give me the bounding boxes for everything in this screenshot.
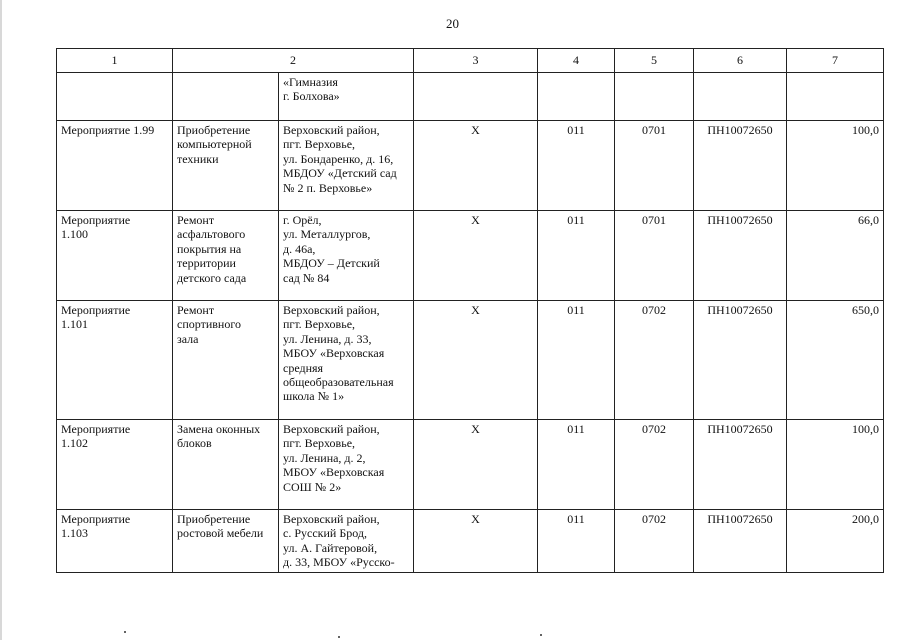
cell-amount: 100,0 <box>787 420 884 510</box>
cell-code1 <box>538 73 615 121</box>
cell-address: г. Орёл, ул. Металлургов, д. 46а, МБДОУ – Детский сад № 84 <box>279 211 414 301</box>
cell-description: Ремонт спортивного зала <box>173 301 279 420</box>
cell-mark <box>414 73 538 121</box>
cell-description <box>173 73 279 121</box>
cell-description: Ремонт асфальтового покрытия на территории детского сада <box>173 211 279 301</box>
table-row <box>57 121 884 211</box>
cell-address: Верховский район, с. Русский Брод, ул. А. Гайтеровой, д. 33, МБОУ «Русско- <box>279 510 414 573</box>
cell-code3: ПН10072650 <box>694 211 787 301</box>
header-cell-7: 7 <box>787 49 884 73</box>
cell-code2: 0702 <box>615 301 694 420</box>
cell-event: Мероприятие 1.99 <box>57 121 173 211</box>
cell-code1: 011 <box>538 301 615 420</box>
cell-amount <box>787 73 884 121</box>
cell-amount: 66,0 <box>787 211 884 301</box>
cell-mark: Х <box>414 420 538 510</box>
scan-speck <box>540 634 542 636</box>
cell-code3 <box>694 73 787 121</box>
cell-code3: ПН10072650 <box>694 121 787 211</box>
cell-description: Замена оконных блоков <box>173 420 279 510</box>
scan-speck <box>124 631 126 633</box>
header-cell-4: 4 <box>538 49 615 73</box>
cell-amount: 200,0 <box>787 510 884 573</box>
scan-speck <box>338 636 340 638</box>
cell-event: Мероприятие 1.103 <box>57 510 173 573</box>
cell-event: Мероприятие 1.101 <box>57 301 173 420</box>
cell-event: Мероприятие 1.100 <box>57 211 173 301</box>
cell-code2 <box>615 73 694 121</box>
header-cell-5: 5 <box>615 49 694 73</box>
header-cell-1: 1 <box>57 49 173 73</box>
cell-event <box>57 73 173 121</box>
page-left-edge <box>0 0 2 640</box>
cell-code2: 0701 <box>615 211 694 301</box>
cell-mark: Х <box>414 301 538 420</box>
cell-mark: Х <box>414 510 538 573</box>
budget-events-table <box>56 48 884 573</box>
table-row <box>57 420 884 510</box>
cell-amount: 650,0 <box>787 301 884 420</box>
cell-address: Верховский район, пгт. Верховье, ул. Бондаренко, д. 16, МБДОУ «Детский сад № 2 п. Верховье» <box>279 121 414 211</box>
cell-code3: ПН10072650 <box>694 510 787 573</box>
cell-address: «Гимназия г. Болхова» <box>279 73 414 121</box>
header-cell-6: 6 <box>694 49 787 73</box>
cell-mark: Х <box>414 121 538 211</box>
cell-code1: 011 <box>538 211 615 301</box>
page-number: 20 <box>446 16 459 31</box>
cell-code1: 011 <box>538 121 615 211</box>
cell-code2: 0701 <box>615 121 694 211</box>
cell-description: Приобретение компьютерной техники <box>173 121 279 211</box>
table-row-continuation <box>57 73 884 121</box>
cell-code2: 0702 <box>615 420 694 510</box>
cell-code2: 0702 <box>615 510 694 573</box>
cell-code3: ПН10072650 <box>694 301 787 420</box>
header-cell-2: 2 <box>173 49 414 73</box>
table-row <box>57 301 884 420</box>
table-row <box>57 510 884 573</box>
cell-code1: 011 <box>538 510 615 573</box>
cell-event: Мероприятие 1.102 <box>57 420 173 510</box>
header-cell-3: 3 <box>414 49 538 73</box>
table-row <box>57 211 884 301</box>
cell-address: Верховский район, пгт. Верховье, ул. Ленина, д. 33, МБОУ «Верховская средняя общеобразовательная школа № 1» <box>279 301 414 420</box>
cell-code1: 011 <box>538 420 615 510</box>
cell-address: Верховский район, пгт. Верховье, ул. Ленина, д. 2, МБОУ «Верховская СОШ № 2» <box>279 420 414 510</box>
cell-amount: 100,0 <box>787 121 884 211</box>
table-header-row <box>57 49 884 73</box>
cell-code3: ПН10072650 <box>694 420 787 510</box>
cell-mark: Х <box>414 211 538 301</box>
cell-description: Приобретение ростовой мебели <box>173 510 279 573</box>
